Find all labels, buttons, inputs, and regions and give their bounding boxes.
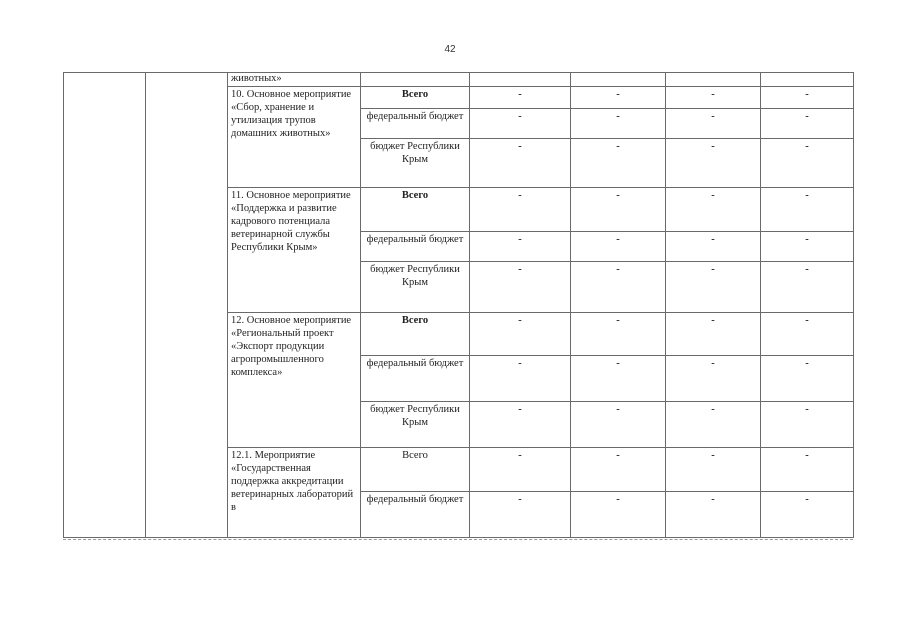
source-total: Всего: [361, 188, 470, 232]
source-total: Всего: [361, 87, 470, 109]
value-cell: -: [666, 492, 761, 538]
value-cell: -: [470, 109, 571, 139]
value-cell: -: [571, 109, 666, 139]
value-cell: -: [470, 492, 571, 538]
page-cut-line: [63, 539, 853, 540]
source-regional: бюджет Республики Крым: [361, 402, 470, 448]
continued-source-cell: [361, 73, 470, 87]
value-cell: -: [761, 262, 854, 313]
value-cell: -: [666, 109, 761, 139]
value-cell: -: [761, 492, 854, 538]
value-cell: -: [666, 313, 761, 356]
continued-value-cell: [571, 73, 666, 87]
value-cell: -: [571, 448, 666, 492]
value-cell: -: [470, 262, 571, 313]
value-cell: -: [761, 448, 854, 492]
value-cell: -: [666, 356, 761, 402]
source-federal: федеральный бюджет: [361, 232, 470, 262]
value-cell: -: [666, 232, 761, 262]
column-2-cell: [146, 73, 228, 538]
value-cell: -: [571, 402, 666, 448]
value-cell: -: [761, 313, 854, 356]
source-regional: бюджет Республики Крым: [361, 262, 470, 313]
continued-event-name: животных»: [228, 73, 361, 87]
value-cell: -: [571, 492, 666, 538]
value-cell: -: [470, 188, 571, 232]
page-number: 42: [444, 44, 456, 55]
value-cell: -: [666, 402, 761, 448]
continued-value-cell: [666, 73, 761, 87]
value-cell: -: [571, 262, 666, 313]
value-cell: -: [470, 87, 571, 109]
value-cell: -: [571, 139, 666, 188]
continuation-row: [64, 73, 854, 87]
value-cell: -: [470, 402, 571, 448]
event-name-12: 12. Основное мероприятие «Региональный проект «Экспорт продукции агропромышленного комплекса»: [228, 313, 361, 448]
continued-value-cell: [761, 73, 854, 87]
value-cell: -: [666, 87, 761, 109]
source-total: Всего: [361, 448, 470, 492]
source-federal: федеральный бюджет: [361, 356, 470, 402]
value-cell: -: [571, 356, 666, 402]
value-cell: -: [470, 448, 571, 492]
value-cell: -: [666, 262, 761, 313]
value-cell: -: [571, 232, 666, 262]
column-1-cell: [64, 73, 146, 538]
value-cell: -: [470, 313, 571, 356]
event-name-12-1: 12.1. Мероприятие «Государственная поддержка аккредитации ветеринарных лабораторий в: [228, 448, 361, 538]
value-cell: -: [470, 139, 571, 188]
value-cell: -: [666, 188, 761, 232]
value-cell: -: [571, 313, 666, 356]
budget-table: [63, 72, 854, 538]
value-cell: -: [761, 87, 854, 109]
value-cell: -: [666, 448, 761, 492]
value-cell: -: [470, 356, 571, 402]
value-cell: -: [470, 232, 571, 262]
value-cell: -: [571, 188, 666, 232]
continued-value-cell: [470, 73, 571, 87]
source-federal: федеральный бюджет: [361, 492, 470, 538]
value-cell: -: [761, 402, 854, 448]
value-cell: -: [761, 188, 854, 232]
value-cell: -: [761, 356, 854, 402]
source-total: Всего: [361, 313, 470, 356]
source-regional: бюджет Республики Крым: [361, 139, 470, 188]
value-cell: -: [761, 139, 854, 188]
event-name-11: 11. Основное мероприятие «Поддержка и развитие кадрового потенциала ветеринарной службы Республики Крым»: [228, 188, 361, 313]
value-cell: -: [761, 109, 854, 139]
value-cell: -: [761, 232, 854, 262]
value-cell: -: [571, 87, 666, 109]
event-name-10: 10. Основное мероприятие «Сбор, хранение и утилизация трупов домашних животных»: [228, 87, 361, 188]
value-cell: -: [666, 139, 761, 188]
source-federal: федеральный бюджет: [361, 109, 470, 139]
